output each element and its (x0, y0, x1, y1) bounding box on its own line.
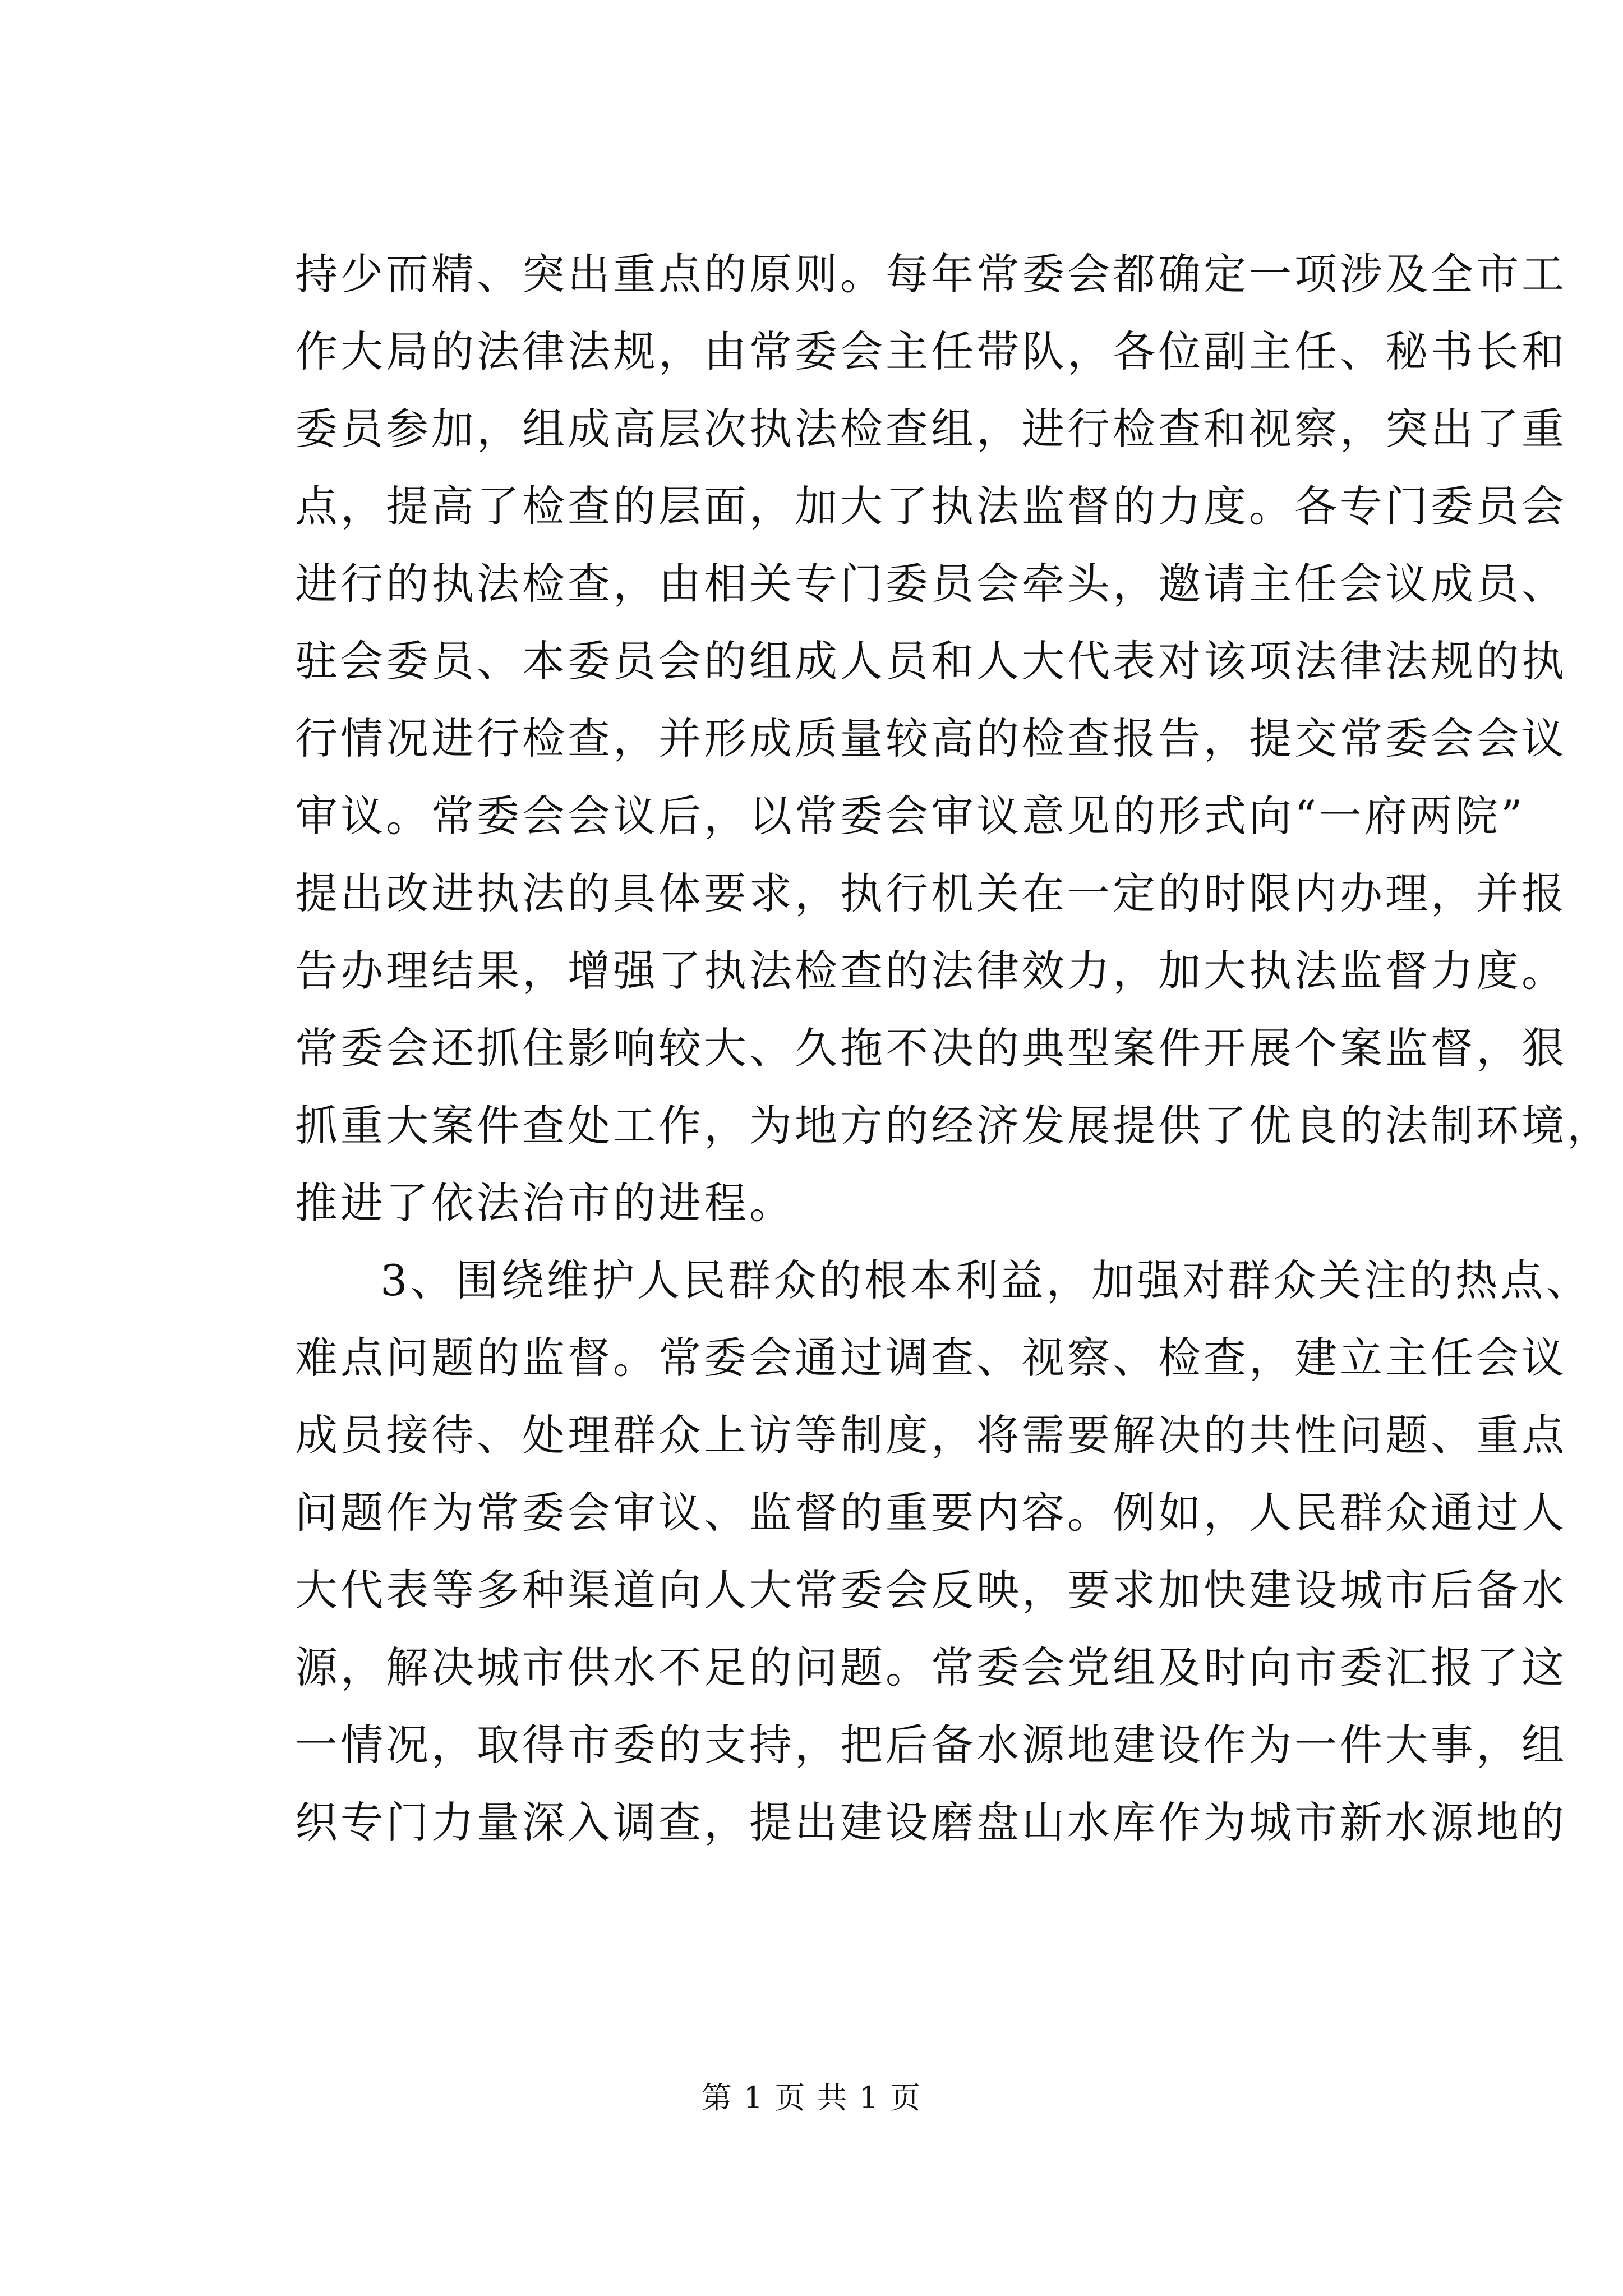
text-line: 源，解决城市供水不足的问题。常委会党组及时向市委汇报了这 (295, 1642, 1567, 1692)
text-line: 提出改进执法的具体要求，执行机关在一定的时限内办理，并报 (295, 868, 1567, 918)
page-footer (0, 2076, 1623, 2120)
text-line: 难点问题的监督。常委会通过调查、视察、检查，建立主任会议 (295, 1333, 1567, 1383)
text-line: 织专门力量深入调查，提出建设磨盘山水库作为城市新水源地的 (295, 1797, 1567, 1847)
text-line: 点，提高了检查的层面，加大了执法监督的力度。各专门委员会 (295, 481, 1567, 531)
text-line: 委员参加，组成高层次执法检查组，进行检查和视察，突出了重 (295, 404, 1567, 454)
text-line: 问题作为常委会审议、监督的重要内容。例如，人民群众通过人 (295, 1488, 1567, 1538)
page-number-label: 第 1 页 共 1 页 (701, 2080, 922, 2115)
text-line: 进行的执法检查，由相关专门委员会牵头，邀请主任会议成员、 (295, 559, 1567, 609)
paragraph-start-line: 3、围绕维护人民群众的根本利益，加强对群众关注的热点、 (380, 1255, 1592, 1305)
text-line: 告办理结果，增强了执法检查的法律效力，加大执法监督力度。 (295, 946, 1567, 996)
text-line: 成员接待、处理群众上访等制度，将需要解决的共性问题、重点 (295, 1410, 1567, 1460)
text-line: 驻会委员、本委员会的组成人员和人大代表对该项法律法规的执 (295, 636, 1567, 686)
text-line: 行情况进行检查，并形成质量较高的检查报告，提交常委会会议 (295, 714, 1567, 763)
text-line: 审议。常委会会议后，以常委会审议意见的形式向“一府两院” (295, 791, 1525, 841)
text-line: 推进了依法治市的进程。 (295, 1178, 795, 1228)
text-line: 一情况，取得市委的支持，把后备水源地建设作为一件大事，组 (295, 1720, 1567, 1770)
document-body (295, 236, 1612, 1861)
text-line: 抓重大案件查处工作，为地方的经济发展提供了优良的法制环境， (295, 1101, 1612, 1151)
text-line: 作大局的法律法规，由常委会主任带队，各位副主任、秘书长和 (295, 326, 1567, 376)
text-line: 持少而精、突出重点的原则。每年常委会都确定一项涉及全市工 (295, 249, 1567, 299)
text-line: 常委会还抓住影响较大、久拖不决的典型案件开展个案监督，狠 (295, 1023, 1567, 1073)
text-line: 大代表等多种渠道向人大常委会反映，要求加快建设城市后备水 (295, 1565, 1567, 1615)
